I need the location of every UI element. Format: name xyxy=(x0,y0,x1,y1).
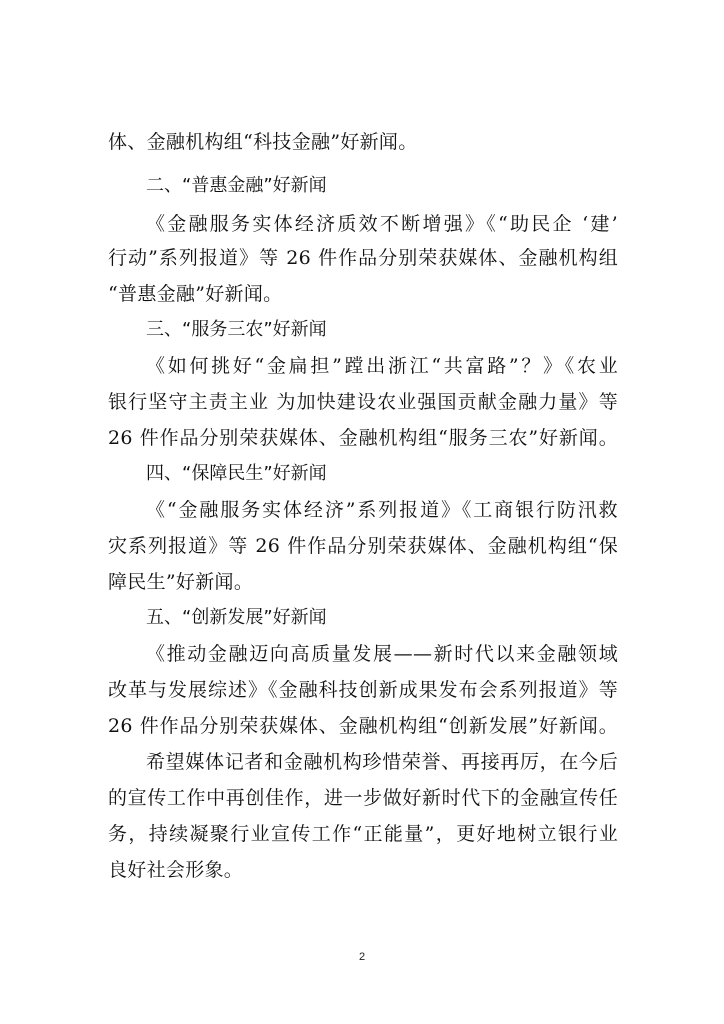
paragraph-line: 灾系列报道》等 26 件作品分别荣获媒体、金融机构组“保 xyxy=(108,535,618,557)
section-heading-puhui: 二、“普惠金融”好新闻 xyxy=(146,175,327,196)
paragraph-line: “普惠金融”好新闻。 xyxy=(108,283,283,305)
section-heading-chuangxin: 五、“创新发展”好新闻 xyxy=(146,607,327,628)
paragraph-line: 《推动金融迈向高质量发展——新时代以来金融领域 xyxy=(146,643,618,665)
paragraph-line: 《如何挑好“金扁担”蹚出浙江“共富路”？》《农业 xyxy=(146,355,618,377)
paragraph-line: 《金融服务实体经济质效不断增强》《“助民企 ‘建’ xyxy=(146,213,618,235)
paragraph-line: 26 件作品分别荣获媒体、金融机构组“创新发展”好新闻。 xyxy=(108,715,618,737)
paragraph-line: 希望媒体记者和金融机构珍惜荣誉、再接再厉，在今后 xyxy=(146,751,618,773)
paragraph-line: 《“金融服务实体经济”系列报道》《工商银行防汛救 xyxy=(146,499,618,521)
paragraph-line: 行动”系列报道》等 26 件作品分别荣获媒体、金融机构组 xyxy=(108,247,618,269)
paragraph-line: 银行坚守主责主业 为加快建设农业强国贡献金融力量》等 xyxy=(108,391,618,413)
paragraph-line: 良好社会形象。 xyxy=(108,859,244,881)
paragraph-line: 的宣传工作中再创佳作，进一步做好新时代下的金融宣传任 xyxy=(108,787,618,809)
section-heading-sannong: 三、“服务三农”好新闻 xyxy=(146,319,327,340)
paragraph-line: 障民生”好新闻。 xyxy=(108,571,254,593)
paragraph-line: 务，持续凝聚行业宣传工作“正能量”，更好地树立银行业 xyxy=(108,823,618,845)
paragraph-line: 体、金融机构组“科技金融”好新闻。 xyxy=(108,131,418,153)
paragraph-line: 改革与发展综述》《金融科技创新成果发布会系列报道》等 xyxy=(108,679,618,701)
paragraph-line: 26 件作品分别荣获媒体、金融机构组“服务三农”好新闻。 xyxy=(108,427,618,449)
page-number: 2 xyxy=(358,951,366,963)
section-heading-minsheng: 四、“保障民生”好新闻 xyxy=(146,463,327,484)
